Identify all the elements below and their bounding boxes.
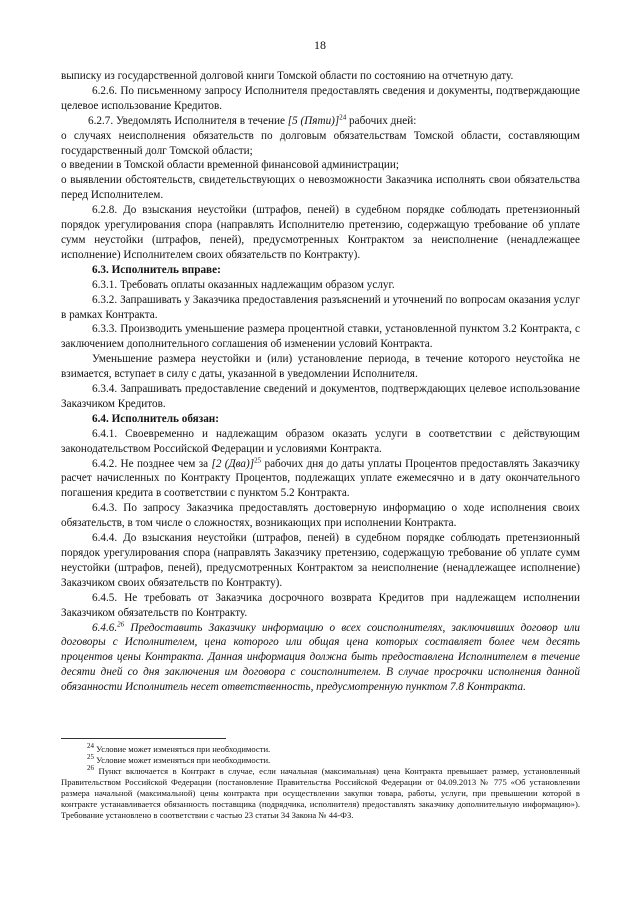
paragraph: 6.2.8. До взыскания неустойки (штрафов, пеней) в судебном порядке соблюдать претензионный порядок урегулирования спора (направлять Исполнителю претензию, содержащую требование об уплате сумм неустойки (штрафов, пеней), предусмотренных Контрактом за неисполнение (ненадлежащее исполнение) Исполнителем своих обязательств по Контракту). (61, 204, 580, 261)
paragraph: 6.4.1. Своевременно и надлежащим образом оказать услуги в соответствии с действующим законодательством Российской Федерации и условиями Контракта. (61, 427, 580, 455)
page-number: 18 (314, 38, 326, 52)
footnote: $^{25}$ Условие может изменяться при необходимости. (87, 753, 271, 765)
paragraph: 6.4.2. Не позднее чем за [2 (Два)]$^{25}$ рабочих дня до даты уплаты Процентов предоставлять Заказчику расчет начисленных по Контракту Процентов, подлежащих уплате ежемесячно и в дату окончательного погашения кредита в соответствии с пунктом 5.2 Контракта. (61, 455, 580, 500)
paragraph: 6.2.7. Уведомлять Исполнителя в течение [5 (Пяти)]$^{24}$ рабочих дней: (88, 112, 417, 127)
footnotes (61, 744, 580, 821)
paragraph: 6.3.2. Запрашивать у Заказчика предоставления разъяснений и уточнений по вопросам оказания услуг в рамках Контракта. (61, 293, 580, 321)
paragraph: 6.2.6. По письменному запросу Исполнителя предоставлять сведения и документы, подтверждающие целевое использование Кредитов. (61, 84, 580, 112)
paragraph: 6.4.6.26 Предоставить Заказчику информацию о всех соисполнителях, заключивших договор или договоры с Исполнителем, цена которого или общая цена которых составляет более чем десять процентов цены Контракта. Данная информация должна быть предоставлена Исполнителем в течение десяти дней со дня заключения им договора с соисполнителем. В случае просрочки исполнения данной обязанности Исполнитель несет ответственность, предусмотренную пунктом 7.8 Контракта. (61, 619, 580, 694)
paragraph: 6.3. Исполнитель вправе: (92, 263, 221, 276)
paragraph: Уменьшение размера неустойки и (или) установление периода, в течение которого неустойка не взимается, вступает в силу с даты, указанной в уведомлении Исполнителя. (61, 353, 580, 381)
paragraph: 6.3.3. Производить уменьшение размера процентной ставки, установленной пунктом 3.2 Контракта, с заключением дополнительного соглашения об изменении условий Контракта. (61, 323, 580, 351)
paragraph: о случаях неисполнения обязательств по долговым обязательствам Томской области, составляющим государственный долг Томской области; (61, 129, 580, 157)
paragraph: 6.4.5. Не требовать от Заказчика досрочного возврата Кредитов при надлежащем исполнении Заказчиком обязательств по Контракту. (61, 591, 580, 619)
paragraph: 6.4.4. До взыскания неустойки (штрафов, пеней) в судебном порядке соблюдать претензионный порядок урегулирования спора (направлять Заказчику претензию, содержащую требование об уплате сумм неустойки (штрафов, пеней), предусмотренных Контрактом за неисполнение (ненадлежащее исполнение) Заказчиком своих обязательств по Контракту). (61, 532, 580, 589)
paragraph: 6.3.4. Запрашивать предоставление сведений и документов, подтверждающих целевое использование Заказчиком Кредитов. (61, 383, 580, 410)
footnote: $^{26}$ Пункт включается в Контракт в случае, если начальная (максимальная) цена Контракта превышает размер, установленный Правительством Российской Федерации (постановление Правительства Российской Федерации от 04.09.2013 № 775 «Об установлении размера начальной (максимальной) цены контракта при осуществлении закупки товара, работы, услуги, при превышении которой в контракте устанавливается обязанность поставщика (подрядчика, исполнителя) предоставлять заказчику дополнительную информацию»). Требование установлено в соответствии с частью 23 статьи 34 Закона № 44-ФЗ. (61, 764, 580, 820)
footnote: $^{24}$ Условие может изменяться при необходимости. (87, 742, 271, 754)
paragraph: 6.4. Исполнитель обязан: (92, 412, 219, 425)
paragraph: 6.3.1. Требовать оплаты оказанных надлежащим образом услуг. (92, 278, 395, 291)
paragraph: о введении в Томской области временной финансовой администрации; (61, 159, 399, 172)
paragraph: 6.4.3. По запросу Заказчика предоставлять достоверную информацию о ходе исполнения своих обязательств, в том числе о сложностях, возникающих при исполнении Контракта. (61, 502, 580, 530)
footnote-separator (61, 738, 226, 739)
document-body (61, 69, 580, 695)
paragraph: о выявлении обстоятельств, свидетельствующих о невозможности Заказчика исполнять свои обязательства перед Исполнителем. (61, 174, 580, 202)
paragraph: выписку из государственной долговой книги Томской области по состоянию на отчетную дату. (61, 70, 514, 82)
